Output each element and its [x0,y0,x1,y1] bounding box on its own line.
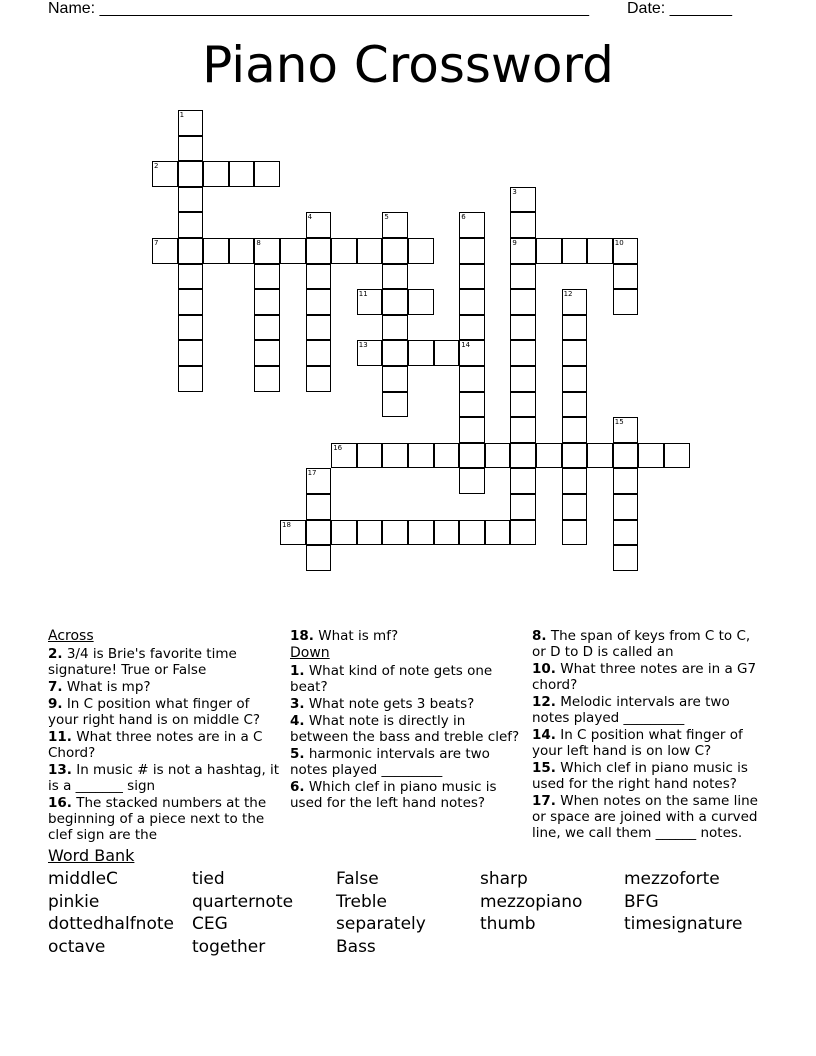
clue-number: 1 [179,111,185,119]
grid-cell[interactable] [203,238,229,264]
clue-down-15: 15. Which clef in piano music is used for the right hand notes? [532,760,748,792]
word-bank-item: mezzoforte [624,869,720,889]
grid-cell[interactable] [613,264,639,290]
grid-cell[interactable] [510,289,536,315]
word-bank-item: together [192,937,266,957]
grid-cell[interactable] [587,443,613,469]
grid-cell[interactable] [587,238,613,264]
word-bank-item: dottedhalfnote [48,914,174,934]
grid-cell[interactable] [178,136,204,162]
grid-cell[interactable] [382,264,408,290]
grid-cell[interactable] [562,520,588,546]
grid-cell[interactable] [357,443,383,469]
grid-cell[interactable] [510,315,536,341]
grid-cell[interactable] [434,340,460,366]
page-title: Piano Crossword [202,36,614,94]
clue-number: 5 [384,213,389,222]
grid-cell[interactable] [434,520,460,546]
grid-cell[interactable] [536,238,562,264]
grid-cell[interactable] [382,340,408,366]
grid-cell[interactable] [229,238,255,264]
grid-cell[interactable] [510,417,536,443]
word-bank-item: Treble [336,892,387,912]
clue-number: 4 [307,213,313,222]
word-bank-item: octave [48,937,106,957]
grid-cell[interactable] [254,366,280,392]
word-bank-item: separately [336,914,426,934]
grid-cell[interactable] [382,366,408,392]
grid-cell[interactable] [459,520,485,546]
clue-across-7: 7. What is mp? [48,679,151,695]
across-heading: Across [48,628,94,644]
grid-cell[interactable] [613,468,639,494]
grid-cell[interactable] [178,366,204,392]
grid-cell[interactable] [562,315,588,341]
clue-number: 7 [154,239,159,247]
grid-cell[interactable] [178,264,204,290]
grid-cell[interactable] [613,545,639,571]
grid-cell[interactable] [459,238,485,264]
grid-cell[interactable] [459,315,485,341]
grid-cell[interactable] [382,392,408,418]
clue-down-8: 8. The span of keys from C to C, or D to D is called an [532,628,751,660]
clue-across-2: 2. 3/4 is Brie's favorite time signature! True or False [48,646,237,678]
word-bank-item: CEG [192,914,228,934]
clue-down-12: 12. Melodic intervals are two notes played _________ [532,694,730,726]
word-bank-item: BFG [624,892,659,912]
grid-cell[interactable] [254,315,280,341]
clue-number: 13 [358,341,368,350]
grid-cell[interactable] [306,289,332,315]
grid-cell[interactable] [280,238,306,264]
grid-cell[interactable] [229,161,255,187]
date-blank: _______ [669,0,732,17]
word-bank-heading: Word Bank [48,846,135,865]
grid-cell[interactable] [408,289,434,315]
clue-down-14: 14. In C position what finger of your left hand is on low C? [532,727,743,759]
grid-cell[interactable] [178,161,204,187]
clue-across-18: 18. What is mf? [290,628,399,644]
clue-number: 17 [307,469,317,478]
grid-cell[interactable] [203,161,229,187]
grid-cell[interactable] [382,289,408,315]
clue-across-9: 9. In C position what finger of your right hand is on middle C? [48,696,261,728]
clue-across-13: 13. In music # is not a hashtag, it is a _______ sign [48,762,280,794]
grid-cell[interactable] [306,340,332,366]
clue-down-4: 4. What note is directly in between the bass and treble clef? [290,713,520,745]
word-bank-item: thumb [480,914,536,934]
grid-cell[interactable] [613,494,639,520]
word-bank-item: timesignature [624,914,743,934]
grid-cell[interactable] [562,392,588,418]
grid-cell[interactable] [459,392,485,418]
clues-column-3 [532,628,767,842]
grid-cell[interactable] [331,520,357,546]
grid-cell[interactable] [562,238,588,264]
grid-cell[interactable] [613,289,639,315]
clue-number: 11 [358,290,368,299]
grid-cell[interactable] [664,443,690,469]
grid-cell[interactable] [382,315,408,341]
grid-cell[interactable] [254,264,280,290]
grid-cell[interactable] [459,289,485,315]
grid-cell[interactable] [459,264,485,290]
clue-number: 16 [333,443,343,452]
grid-cell[interactable] [382,443,408,469]
grid-cell[interactable] [562,366,588,392]
clue-number: 9 [512,239,517,247]
grid-cell[interactable] [331,238,357,264]
word-bank-item: Bass [336,937,376,957]
grid-cell[interactable] [510,392,536,418]
clue-number: 6 [461,213,466,222]
grid-cell[interactable] [485,443,511,469]
clue-across-16: 16. The stacked numbers at the beginning of a piece next to the clef sign are the [48,795,267,843]
clue-number: 12 [563,290,573,299]
word-bank-item: quarternote [192,892,294,912]
grid-cell[interactable] [178,289,204,315]
grid-cell[interactable] [178,315,204,341]
grid-cell[interactable] [306,520,332,546]
grid-cell[interactable] [562,494,588,520]
grid-cell[interactable] [562,417,588,443]
clues-column-1 [48,628,283,844]
grid-cell[interactable] [510,264,536,290]
clue-across-11: 11. What three notes are in a C Chord? [48,729,263,761]
grid-cell[interactable] [562,340,588,366]
clue-down-1: 1. What kind of note gets one beat? [290,663,493,695]
grid-cell[interactable] [459,468,485,494]
grid-cell[interactable] [254,161,280,187]
grid-cell[interactable] [562,468,588,494]
grid-cell[interactable] [562,443,588,469]
grid-cell[interactable] [536,443,562,469]
clue-number: 10 [614,239,624,247]
grid-cell[interactable] [382,238,408,264]
grid-cell[interactable] [459,366,485,392]
clue-number: 14 [461,341,471,350]
grid-cell[interactable] [178,238,204,264]
grid-cell[interactable] [485,520,511,546]
grid-cell[interactable] [459,417,485,443]
name-label: Name: [48,0,96,17]
clue-down-10: 10. What three notes are in a G7 chord? [532,661,757,693]
grid-cell[interactable] [306,366,332,392]
grid-cell[interactable] [382,520,408,546]
date-label: Date: [627,0,666,17]
word-bank-item: tied [192,869,225,889]
clue-down-6: 6. Which clef in piano music is used for the left hand notes? [290,779,497,811]
grid-cell[interactable] [357,520,383,546]
grid-cell[interactable] [613,520,639,546]
word-bank-item: middleC [48,869,118,889]
word-bank-item: sharp [480,869,528,889]
grid-cell[interactable] [510,340,536,366]
grid-cell[interactable] [178,187,204,213]
grid-cell[interactable] [357,238,383,264]
grid-cell[interactable] [434,443,460,469]
grid-cell[interactable] [254,340,280,366]
clues-column-2 [290,628,525,812]
word-bank-item: pinkie [48,892,100,912]
clue-number: 8 [256,239,261,247]
clue-number: 18 [282,520,291,529]
clue-down-5: 5. harmonic intervals are two notes played _________ [290,746,490,778]
grid-cell[interactable] [408,520,434,546]
grid-cell[interactable] [306,545,332,571]
grid-cell[interactable] [306,315,332,341]
grid-cell[interactable] [408,340,434,366]
grid-cell[interactable] [306,494,332,520]
clue-down-3: 3. What note gets 3 beats? [290,696,475,712]
word-bank-item: False [336,869,379,889]
grid-cell[interactable] [510,520,536,546]
word-bank-item: mezzopiano [480,892,583,912]
grid-cell[interactable] [306,238,332,264]
clue-number: 15 [614,418,624,427]
grid-cell[interactable] [178,340,204,366]
grid-cell[interactable] [254,289,280,315]
grid-cell[interactable] [510,494,536,520]
grid-cell[interactable] [408,443,434,469]
clue-down-17: 17. When notes on the same line or space are joined with a curved line, we call them ______ notes. [532,793,758,841]
grid-cell[interactable] [510,212,536,238]
grid-cell[interactable] [510,468,536,494]
grid-cell[interactable] [638,443,664,469]
clue-number: 2 [154,162,159,171]
grid-cell[interactable] [178,212,204,238]
grid-cell[interactable] [408,238,434,264]
grid-cell[interactable] [613,443,639,469]
clue-number: 3 [512,187,517,196]
grid-cell[interactable] [306,264,332,290]
name-blank: _______________________________________________________ [99,0,589,17]
grid-cell[interactable] [510,443,536,469]
down-heading: Down [290,645,330,661]
grid-cell[interactable] [510,366,536,392]
grid-cell[interactable] [459,443,485,469]
